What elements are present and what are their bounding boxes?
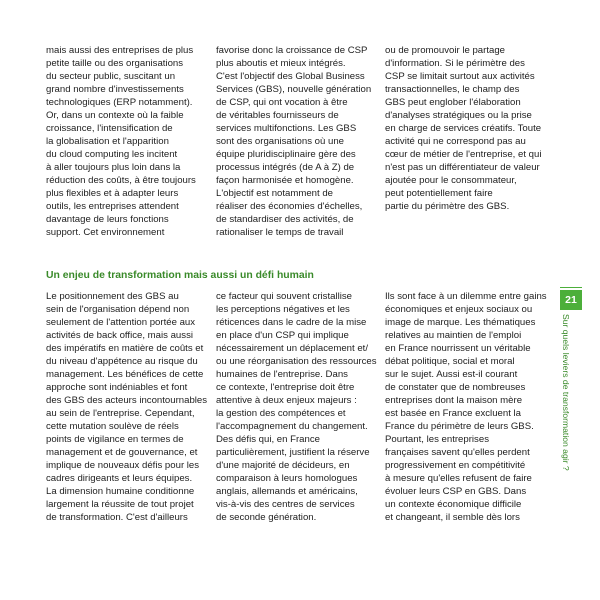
text-line: cadres dirigeants et leurs équipes. [46,473,193,484]
text-line: Le positionnement des GBS au [46,291,179,302]
section-column-2 [216,290,377,524]
text-line: d'analyses stratégiques ou la prise [385,110,532,121]
text-line: la globalisation et l'apparition [46,136,169,147]
text-line: la gestion des compétences et [216,408,346,419]
page-number-badge: 21 [560,290,582,310]
text-line: largement la réussite de tout projet [46,499,194,510]
text-line: équipe pluridisciplinaire gère des [216,149,356,160]
text-line: plus aboutis et mieux intégrés. [216,58,346,69]
text-line: Services (GBS), nouvelle génération [216,84,372,95]
text-line: favorise donc la croissance de CSP [216,45,368,56]
text-line: des GBS des acteurs incontournables [46,395,208,406]
text-line: La dimension humaine conditionne [46,486,195,497]
text-line: d'information. Si le périmètre des [385,58,525,69]
text-line: à mesure qu'elles refusent de faire [385,473,532,484]
text-line: du secteur public, suscitant un [46,71,176,82]
text-line: ou de promouvoir le partage [385,45,505,56]
text-line: Ils sont face à un dilemme entre gains [385,291,547,302]
text-line: points de vigilance en termes de [46,434,184,445]
text-line: France du périmètre de leurs GBS. [385,421,534,432]
text-line: croissance, l'intensification de [46,123,173,134]
text-line: implique de nouveaux défis pour les [46,460,200,471]
text-line: technologiques (ERP notamment). [46,97,193,108]
text-line: de standardiser des activités, de [216,214,354,225]
text-line: au sein de l'entreprise. Cependant, [46,408,195,419]
text-line: L'objectif est notamment de [216,188,334,199]
text-line: un contexte économique difficile [385,499,522,510]
text-line: petite taille ou des organisations [46,58,184,69]
text-line: seulement de l'attention portée aux [46,317,196,328]
text-line: grand nombre d'investissements [46,84,184,95]
text-line: est basée en France excluent la [385,408,521,419]
top-column-2 [216,44,371,239]
text-line: réduction des coûts, à être toujours [46,175,196,186]
text-line: support. Cet environnement [46,227,165,238]
running-title-container [561,314,580,471]
text-line: en France nourrissent un véritable [385,343,531,354]
text-line: C'est l'objectif des Global Business [216,71,365,82]
text-line: nécessairement un déplacement et/ [216,343,368,354]
text-line: des impératifs en matière de coûts et [46,343,204,354]
text-line: transactionnelles, le champ des [385,84,520,95]
text-line: particulièrement, justifient la réserve [216,447,370,458]
text-line: CSP se limitait surtout aux activités [385,71,535,82]
text-line: management et de gouvernance, et [46,447,198,458]
sidebar-rule [560,287,582,288]
text-line: Des défis qui, en France [216,434,320,445]
text-line: progressivement en compétitivité [385,460,526,471]
top-column-1 [46,44,196,239]
text-line: de constater que de nombreuses [385,382,526,393]
text-line: de véritables fournisseurs de [216,110,339,121]
text-line: de seconde génération. [216,512,317,523]
text-line: anglais, allemands et américains, [216,486,358,497]
running-title: Sur quels leviers de transformation agir ? [561,314,571,471]
text-line: cœur de métier de l'entreprise, et qui [385,149,542,160]
text-line: les perceptions négatives et les [216,304,350,315]
text-line: n'est pas un différentiateur de valeur [385,162,540,173]
text-line: approche sont indéniables et font [46,382,188,393]
text-line: d'une majorité de décideurs, en [216,460,350,471]
text-line: activité qui ne correspond pas au [385,136,526,147]
text-line: Pourtant, les entreprises [385,434,489,445]
text-line: l'accompagnement du changement. [216,421,368,432]
top-column-3 [385,44,541,213]
text-line: ajoutée pour le consommateur, [385,175,517,186]
text-line: management. Les bénéfices de cette [46,369,204,380]
text-line: entreprises dont la maison mère [385,395,523,406]
text-line: humaines de l'entreprise. Dans [216,369,348,380]
text-line: mais aussi des entreprises de plus [46,45,194,56]
text-line: à aller toujours plus loin dans la [46,162,181,173]
text-line: outils, les entreprises attendent [46,201,179,212]
text-line: françaises savent qu'elles perdent [385,447,530,458]
text-line: de transformation. C'est d'ailleurs [46,512,188,523]
text-line: de CSP, qui ont vocation à être [216,97,348,108]
text-line: comparaison à leurs homologues [216,473,358,484]
text-line: relatives au maintien de l'emploi [385,330,522,341]
text-line: peut potentiellement faire [385,188,493,199]
text-line: en charge de services créatifs. Toute [385,123,542,134]
section-column-1 [46,290,207,524]
section-heading: Un enjeu de transformation mais aussi un défi humain [46,270,314,281]
text-line: réticences dans le cadre de la mise [216,317,367,328]
text-line: et changeant, il semble dès lors [385,512,520,523]
text-line: davantage de leurs fonctions [46,214,169,225]
text-line: sein de l'organisation dépend non [46,304,190,315]
text-line: cette mutation soulève de réels [46,421,179,432]
text-line: ce contexte, l'entreprise doit être [216,382,355,393]
text-line: GBS peut englober l'élaboration [385,97,521,108]
section-column-3 [385,290,547,524]
text-line: activités de back office, mais aussi [46,330,193,341]
text-line: rationaliser le temps de travail [216,227,344,238]
text-line: réaliser des économies d'échelles, [216,201,363,212]
text-line: sont des organisations où une [216,136,345,147]
text-line: attentive à deux enjeux majeurs : [216,395,357,406]
text-line: du cloud computing les incitent [46,149,178,160]
text-line: vis-à-vis des centres de services [216,499,355,510]
text-line: débat politique, social et moral [385,356,515,367]
text-line: économiques et enjeux sociaux ou [385,304,533,315]
text-line: ou une réorganisation des ressources [216,356,377,367]
text-line: processus intégrés (de A à Z) de [216,162,355,173]
text-line: en place d'un CSP qui implique [216,330,349,341]
text-line: sur le sujet. Aussi est-il courant [385,369,518,380]
text-line: services multifonctions. Les GBS [216,123,357,134]
text-line: image de marque. Les thématiques [385,317,536,328]
text-line: plus flexibles et à adapter leurs [46,188,179,199]
text-line: évoluer leurs CSP en GBS. Dans [385,486,527,497]
text-line: Or, dans un contexte où la faible [46,110,184,121]
text-line: partie du périmètre des GBS. [385,201,510,212]
text-line: façon harmonisée et homogène. [216,175,354,186]
text-line: du niveau d'appétence au risque du [46,356,198,367]
text-line: ce facteur qui souvent cristallise [216,291,352,302]
